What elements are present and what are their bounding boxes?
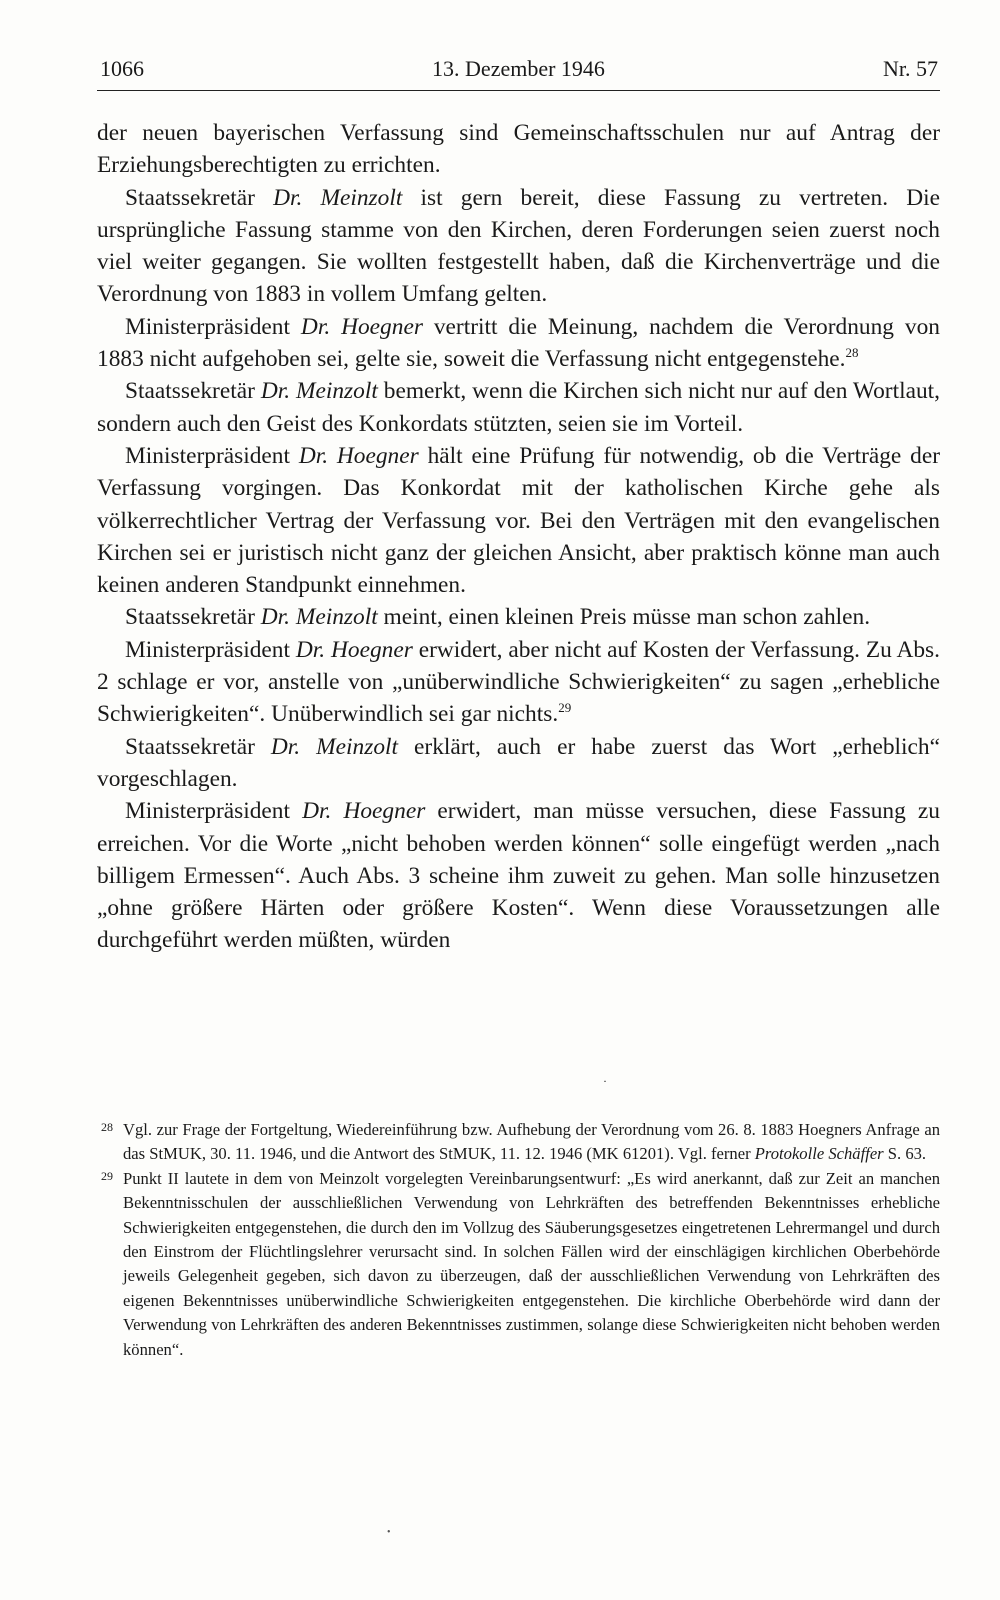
footnote-italic-ref: Protokolle Schäffer <box>754 1144 884 1164</box>
speaker-role: Staatssekretär <box>125 604 261 631</box>
speaker-role: Staatssekretär <box>125 733 271 760</box>
paragraph <box>97 795 940 956</box>
bottom-dot: • <box>387 1527 391 1538</box>
paragraph-text: hält eine Prüfung für notwendig, ob die Verträge der Verfassung vorgingen. Das Konkordat mit der katholischen Kirche gehe als völkerrechtlicher Vertrag der Verfassung vor. Bei den Verträgen mit den evangelischen Kirchen sei er juristisch nicht ganz der gleichen Ansicht, aber praktisch könne man auch keinen anderen Standpunkt einnehmen. <box>97 442 940 599</box>
footnote-number: 29 <box>101 1168 113 1183</box>
footnote-ref[interactable]: 29 <box>558 700 572 716</box>
footnote-number: 28 <box>101 1120 113 1134</box>
header-date: 13. Dezember 1946 <box>432 56 605 81</box>
paragraph-text: ist gern bereit, diese Fassung zu vertreten. Die ursprüngliche Fassung stamme von den Kirchen, deren Forderungen seien zuerst noch viel weiter gegangen. Sie wollten festgestellt haben, daß die Kirchenverträge und die Verordnung von 1883 in vollem Umfang gelten. <box>97 184 940 308</box>
speaker-name: Dr. Meinzolt <box>270 733 399 760</box>
paragraph-text: erwidert, man müsse versuchen, diese Fassung zu erreichen. Vor die Worte „nicht behoben werden können“ solle eingefügt werden „nach billigem Ermessen“. Auch Abs. 3 scheine ihm zuweit zu gehen. Man solle hinzusetzen „ohne größere Härten oder größere Kosten“. Wenn diese Voraussetzungen alle durchgeführt werden müßten, würden <box>97 798 940 954</box>
footnote-28 <box>97 1118 940 1167</box>
footnote-text: Punkt II lautete in dem von Meinzolt vorgelegten Vereinbarungsentwurf: „Es wird anerkannt, daß zur Zeit an manchen Bekenntnisschulen der ausschließlichen Verwendung von Lehrkräften des betreffenden Bekenntnisses erhebliche Schwierigkeiten entgegenstehen, die durch den im Vollzug des Säuberungsgesetzes eingetretenen Lehrermangel und durch den Einstrom der Flüchtlingslehrer verursacht sind. In solchen Fällen wird der einschlägigen kirchlichen Oberbehörde jeweils Gelegenheit gegeben, sich davon zu überzeugen, daß der ausschließlichen Verwendung von Lehrkräften des eigenen Bekenntnisses unüberwindliche Schwierigkeiten entgegenstehen. Die kirchliche Oberbehörde wird dann der Verwendung von Lehrkräften des anderen Bekenntnisses zustimmen, solange diese Schwierigkeiten nicht behoben werden können“. <box>123 1168 940 1359</box>
speaker-name: Dr. Meinzolt <box>260 604 378 631</box>
footnotes <box>97 1118 940 1362</box>
paragraph-text: meint, einen kleinen Preis müsse man schon zahlen. <box>377 604 871 631</box>
paragraph-text: erwidert, aber nicht auf Kosten der Verfassung. Zu Abs. 2 schlage er vor, anstelle von „unüberwindliche Schwierigkeiten“ zu sagen „erhebliche Schwierigkeiten“. Unüberwindlich sei gar nichts. <box>97 636 940 728</box>
paragraph-text: bemerkt, wenn die Kirchen sich nicht nur auf den Wortlaut, sondern auch den Geist des Konkordats stützten, seien sie im Vorteil. <box>97 378 940 437</box>
footnote-29 <box>97 1167 940 1362</box>
paragraph <box>97 182 940 311</box>
speaker-name: Dr. Meinzolt <box>273 184 403 211</box>
speaker-role: Staatssekretär <box>125 378 261 405</box>
paragraph <box>97 731 940 796</box>
paragraph-text: erklärt, auch er habe zuerst das Wort „erheblich“ vorgeschlagen. <box>97 733 940 792</box>
paragraph <box>97 311 940 376</box>
page-number: 1066 <box>100 56 144 81</box>
speaker-role: Ministerpräsident <box>125 442 299 469</box>
speaker-name: Dr. Hoegner <box>302 798 426 825</box>
speaker-role: Ministerpräsident <box>125 636 296 663</box>
paragraph <box>97 440 940 601</box>
body-text <box>97 117 940 957</box>
speaker-name: Dr. Meinzolt <box>260 378 378 405</box>
paragraph <box>97 634 940 731</box>
speaker-role: Staatssekretär <box>125 184 274 211</box>
speaker-name: Dr. Hoegner <box>295 636 413 663</box>
speaker-role: Ministerpräsident <box>125 798 303 825</box>
paragraph <box>97 375 940 440</box>
separator-dot: · <box>603 1074 607 1088</box>
paragraph-text: vertritt die Meinung, nachdem die Verordnung von 1883 nicht aufgehoben sei, gelte sie, soweit die Verfassung nicht entgegenstehe. <box>97 313 940 373</box>
paragraph <box>97 601 940 633</box>
running-header <box>97 56 940 91</box>
footnote-ref[interactable]: 28 <box>845 345 859 361</box>
document-number: Nr. 57 <box>883 56 938 81</box>
footnote-text: Vgl. zur Frage der Fortgeltung, Wiedereinführung bzw. Aufhebung der Verordnung vom 26. 8. 1883 Hoegners Anfrage an das StMUK, 30. 11. 1946, und die Antwort des StMUK, 11. 12. 1946 (MK 61201). Vgl. ferner <box>123 1120 940 1164</box>
speaker-name: Dr. Hoegner <box>298 442 419 469</box>
speaker-role: Ministerpräsident <box>125 313 301 340</box>
paragraph-continued: der neuen bayerischen Verfassung sind Gemeinschaftsschulen nur auf Antrag der Erziehungsberechtigten zu errichten. <box>97 120 940 179</box>
footnote-text-tail: S. 63. <box>883 1144 927 1164</box>
speaker-name: Dr. Hoegner <box>300 313 423 340</box>
